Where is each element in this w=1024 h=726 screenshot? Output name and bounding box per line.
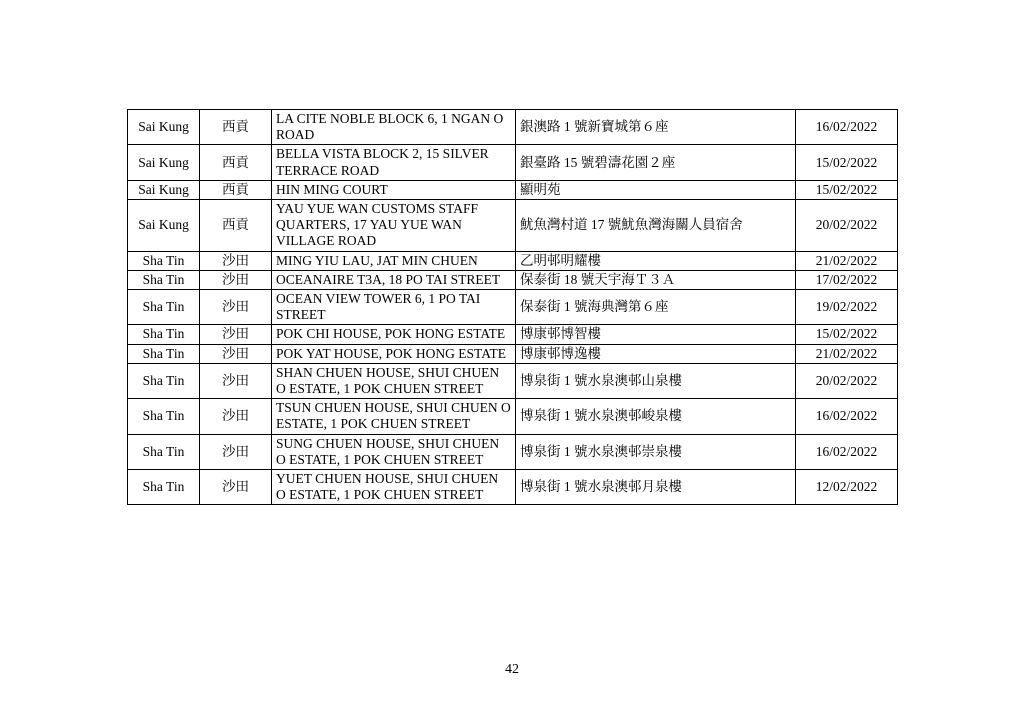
cell-district-en: Sha Tin xyxy=(128,270,200,289)
cell-address-zh: 博康邨博智樓 xyxy=(516,325,796,344)
cell-address-zh: 銀澳路 1 號新寶城第６座 xyxy=(516,110,796,145)
cell-district-en: Sha Tin xyxy=(128,470,200,505)
cell-address-zh: 保泰街 1 號海典灣第６座 xyxy=(516,290,796,325)
cell-district-zh: 沙田 xyxy=(200,344,272,363)
table-row xyxy=(128,344,898,363)
table-row xyxy=(128,399,898,434)
cell-district-zh: 沙田 xyxy=(200,325,272,344)
cell-address-zh: 博康邨博逸樓 xyxy=(516,344,796,363)
cell-date: 21/02/2022 xyxy=(796,251,898,270)
cell-district-en: Sha Tin xyxy=(128,434,200,469)
table-row xyxy=(128,145,898,180)
cell-address-zh: 博泉街 1 號水泉澳邨峻泉樓 xyxy=(516,399,796,434)
cell-district-zh: 沙田 xyxy=(200,434,272,469)
cell-address-zh: 乙明邨明耀樓 xyxy=(516,251,796,270)
cell-district-zh: 沙田 xyxy=(200,270,272,289)
cell-building-name-en: YAU YUE WAN CUSTOMS STAFF QUARTERS, 17 YAU YUE WAN VILLAGE ROAD xyxy=(272,200,516,252)
cell-building-name-en: SUNG CHUEN HOUSE, SHUI CHUEN O ESTATE, 1 POK CHUEN STREET xyxy=(272,434,516,469)
cell-date: 21/02/2022 xyxy=(796,344,898,363)
cell-building-name-en: MING YIU LAU, JAT MIN CHUEN xyxy=(272,251,516,270)
cell-district-zh: 沙田 xyxy=(200,290,272,325)
cell-building-name-en: POK CHI HOUSE, POK HONG ESTATE xyxy=(272,325,516,344)
table-row xyxy=(128,110,898,145)
table-row xyxy=(128,180,898,199)
table-row xyxy=(128,363,898,398)
table-row xyxy=(128,325,898,344)
cell-district-zh: 沙田 xyxy=(200,399,272,434)
cell-district-zh: 沙田 xyxy=(200,470,272,505)
cell-building-name-en: BELLA VISTA BLOCK 2, 15 SILVER TERRACE ROAD xyxy=(272,145,516,180)
cell-district-zh: 沙田 xyxy=(200,251,272,270)
cell-date: 15/02/2022 xyxy=(796,180,898,199)
cell-district-zh: 西貢 xyxy=(200,145,272,180)
table-row xyxy=(128,434,898,469)
cell-date: 20/02/2022 xyxy=(796,200,898,252)
cell-building-name-en: YUET CHUEN HOUSE, SHUI CHUEN O ESTATE, 1 POK CHUEN STREET xyxy=(272,470,516,505)
cell-address-zh: 銀臺路 15 號碧濤花園２座 xyxy=(516,145,796,180)
cell-date: 17/02/2022 xyxy=(796,270,898,289)
cell-district-zh: 西貢 xyxy=(200,180,272,199)
cell-district-en: Sha Tin xyxy=(128,344,200,363)
cell-district-en: Sha Tin xyxy=(128,399,200,434)
cell-district-en: Sai Kung xyxy=(128,110,200,145)
cell-date: 19/02/2022 xyxy=(796,290,898,325)
cell-date: 16/02/2022 xyxy=(796,110,898,145)
cell-date: 20/02/2022 xyxy=(796,363,898,398)
cell-district-en: Sai Kung xyxy=(128,180,200,199)
cell-address-zh: 博泉街 1 號水泉澳邨崇泉樓 xyxy=(516,434,796,469)
table-row xyxy=(128,290,898,325)
table-body xyxy=(128,110,898,505)
cell-district-en: Sha Tin xyxy=(128,325,200,344)
table-row xyxy=(128,270,898,289)
table-row xyxy=(128,251,898,270)
cell-district-zh: 西貢 xyxy=(200,200,272,252)
cell-date: 16/02/2022 xyxy=(796,434,898,469)
cell-date: 15/02/2022 xyxy=(796,145,898,180)
cell-building-name-en: HIN MING COURT xyxy=(272,180,516,199)
cell-address-zh: 顯明苑 xyxy=(516,180,796,199)
cell-building-name-en: POK YAT HOUSE, POK HONG ESTATE xyxy=(272,344,516,363)
cell-address-zh: 博泉街 1 號水泉澳邨月泉樓 xyxy=(516,470,796,505)
table-row xyxy=(128,200,898,252)
cell-building-name-en: SHAN CHUEN HOUSE, SHUI CHUEN O ESTATE, 1 POK CHUEN STREET xyxy=(272,363,516,398)
cell-date: 12/02/2022 xyxy=(796,470,898,505)
cell-district-en: Sha Tin xyxy=(128,290,200,325)
buildings-table xyxy=(127,109,898,505)
cell-building-name-en: LA CITE NOBLE BLOCK 6, 1 NGAN O ROAD xyxy=(272,110,516,145)
cell-date: 16/02/2022 xyxy=(796,399,898,434)
page-number: 42 xyxy=(505,662,519,677)
cell-address-zh: 保泰街 18 號天宇海Ｔ３Ａ xyxy=(516,270,796,289)
cell-date: 15/02/2022 xyxy=(796,325,898,344)
cell-address-zh: 博泉街 1 號水泉澳邨山泉樓 xyxy=(516,363,796,398)
cell-district-zh: 西貢 xyxy=(200,110,272,145)
cell-district-en: Sha Tin xyxy=(128,251,200,270)
table-row xyxy=(128,470,898,505)
cell-building-name-en: TSUN CHUEN HOUSE, SHUI CHUEN O ESTATE, 1 POK CHUEN STREET xyxy=(272,399,516,434)
cell-building-name-en: OCEAN VIEW TOWER 6, 1 PO TAI STREET xyxy=(272,290,516,325)
cell-district-en: Sai Kung xyxy=(128,200,200,252)
cell-district-en: Sha Tin xyxy=(128,363,200,398)
cell-address-zh: 魷魚灣村道 17 號魷魚灣海關人員宿舍 xyxy=(516,200,796,252)
cell-district-en: Sai Kung xyxy=(128,145,200,180)
cell-district-zh: 沙田 xyxy=(200,363,272,398)
cell-building-name-en: OCEANAIRE T3A, 18 PO TAI STREET xyxy=(272,270,516,289)
